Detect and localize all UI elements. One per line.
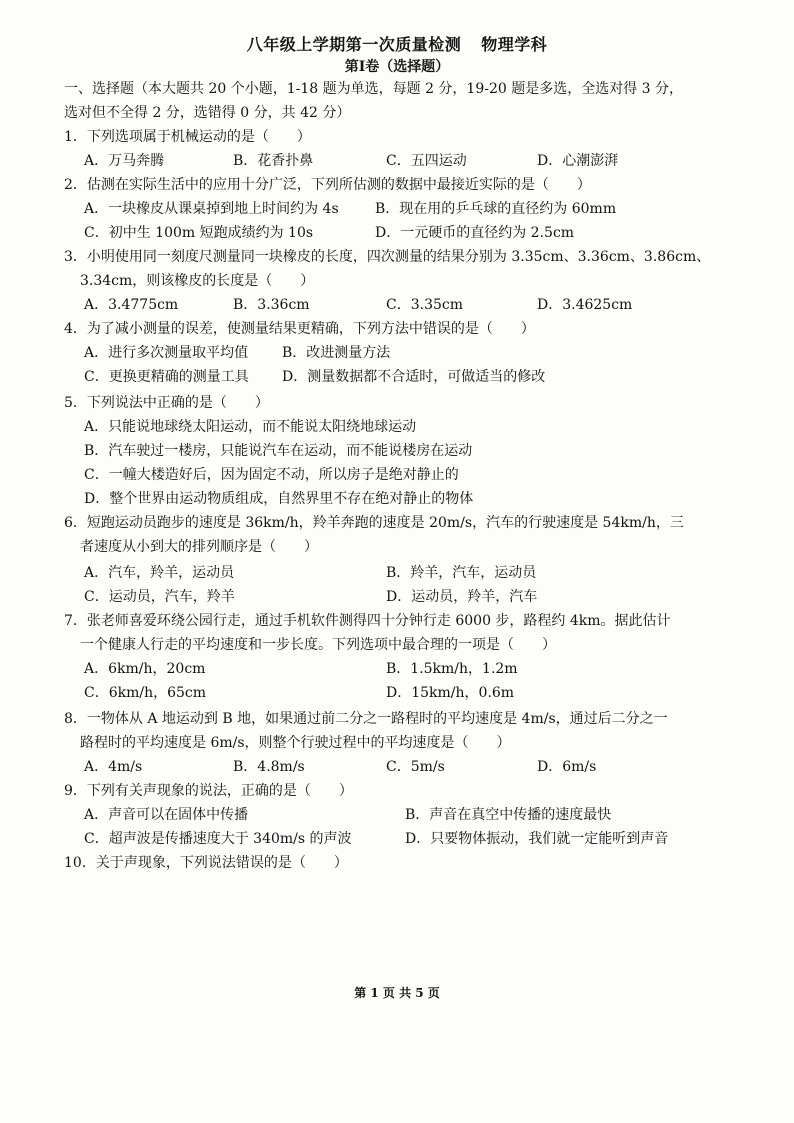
exam-title: 八年级上学期第一次质量检测: [246, 35, 462, 54]
option-d: D．15km/h，0.6m: [386, 685, 515, 701]
option-a: A．3.4775cm: [84, 297, 179, 313]
option-a: A．进行多次测量取平均值: [84, 345, 249, 361]
option-c: C．运动员，汽车，羚羊: [84, 589, 235, 605]
question-stem-continued: 3.34cm，则该橡皮的长度是（ ）: [80, 273, 315, 289]
option-c: C．五四运动: [386, 153, 467, 169]
question-stem: 1．下列选项属于机械运动的是（ ）: [64, 129, 311, 145]
option-c: C．3.35cm: [386, 297, 463, 313]
question-stem: 6．短跑运动员跑步的速度是 36km/h，羚羊奔跑的速度是 20m/s，汽车的行驶速度是 54km/h，三: [64, 515, 684, 531]
option-a: A．4m/s: [84, 759, 143, 775]
option-d: D．3.4625cm: [537, 297, 633, 313]
question-stem-continued: 一个健康人行走的平均速度和一步长度。下列选项中最合理的一项是（ ）: [80, 637, 556, 653]
option-b: B．声音在真空中传播的速度最快: [405, 807, 612, 823]
option-c: C．更换更精确的测量工具: [84, 369, 249, 385]
question-stem: 8．一物体从 A 地运动到 B 地，如果通过前二分之一路程时的平均速度是 4m/s，通过后二分之一: [64, 711, 668, 727]
option-b: B．改进测量方法: [282, 345, 391, 361]
option-a: A．汽车，羚羊，运动员: [84, 565, 235, 581]
option-b: B．3.36cm: [233, 297, 310, 313]
option-c: C．初中生 100m 短跑成绩约为 10s: [84, 225, 314, 241]
option-d: D．测量数据都不合适时，可做适当的修改: [282, 369, 546, 385]
option-a: A．万马奔腾: [84, 153, 165, 169]
section-subtitle: 第Ⅰ卷（选择题）: [344, 59, 450, 75]
question-stem: 4．为了减小测量的误差，使测量结果更精确，下列方法中错误的是（ ）: [64, 321, 535, 337]
option-d: D．心潮澎湃: [537, 153, 619, 169]
question-stem: 7．张老师喜爱环绕公园行走，通过手机软件测得四十分钟行走 6000 步，路程约 4km。据此估计: [64, 613, 671, 629]
option-a: A．只能说地球绕太阳运动，而不能说太阳绕地球运动: [84, 419, 417, 435]
question-stem: 2．估测在实际生活中的应用十分广泛，下列所估测的数据中最接近实际的是（ ）: [64, 177, 591, 193]
option-c: C．6km/h，65cm: [84, 685, 207, 701]
option-c: C．超声波是传播速度大于 340m/s 的声波: [84, 831, 352, 847]
option-d: D．6m/s: [537, 759, 597, 775]
subject-title: 物理学科: [481, 35, 548, 54]
option-c: C．5m/s: [386, 759, 445, 775]
option-a: A．一块橡皮从课桌掉到地上时间约为 4s: [84, 201, 339, 217]
page-number: 第 1 页 共 5 页: [354, 986, 440, 1000]
option-b: B．羚羊，汽车，运动员: [386, 565, 537, 581]
page-title: [0, 32, 794, 55]
option-d: D．运动员，羚羊，汽车: [386, 589, 538, 605]
question-stem: 10．关于声现象，下列说法错误的是（ ）: [64, 855, 348, 871]
instructions-line-2: 选对但不全得 2 分，选错得 0 分，共 42 分）: [64, 105, 351, 121]
question-stem: 3．小明使用同一刻度尺测量同一块橡皮的长度，四次测量的结果分别为 3.35cm、3.36cm、3.86cm、: [64, 249, 711, 265]
option-b: B．现在用的乒乓球的直径约为 60mm: [375, 201, 617, 217]
option-c: C．一幢大楼造好后，因为固定不动，所以房子是绝对静止的: [84, 467, 459, 483]
instructions-line-1: 一、选择题（本大题共 20 个小题，1-18 题为单选，每题 2 分，19-20 题是多选，全选对得 3 分，: [64, 81, 684, 97]
option-b: B．4.8m/s: [233, 759, 305, 775]
question-stem-continued: 路程时的平均速度是 6m/s，则整个行驶过程中的平均速度是（ ）: [80, 735, 511, 751]
question-stem: 9．下列有关声现象的说法，正确的是（ ）: [64, 783, 353, 799]
option-a: A．声音可以在固体中传播: [84, 807, 249, 823]
option-d: D．一元硬币的直径约为 2.5cm: [375, 225, 575, 241]
question-stem: 5．下列说法中正确的是（ ）: [64, 395, 269, 411]
option-b: B．汽车驶过一楼房，只能说汽车在运动，而不能说楼房在运动: [84, 443, 473, 459]
option-d: D．整个世界由运动物质组成，自然界里不存在绝对静止的物体: [84, 491, 474, 507]
option-b: B．花香扑鼻: [233, 153, 314, 169]
option-d: D．只要物体振动，我们就一定能听到声音: [405, 831, 669, 847]
question-stem-continued: 者速度从小到大的排列顺序是（ ）: [80, 539, 318, 555]
option-a: A．6km/h，20cm: [84, 661, 206, 677]
option-b: B．1.5km/h，1.2m: [386, 661, 518, 677]
